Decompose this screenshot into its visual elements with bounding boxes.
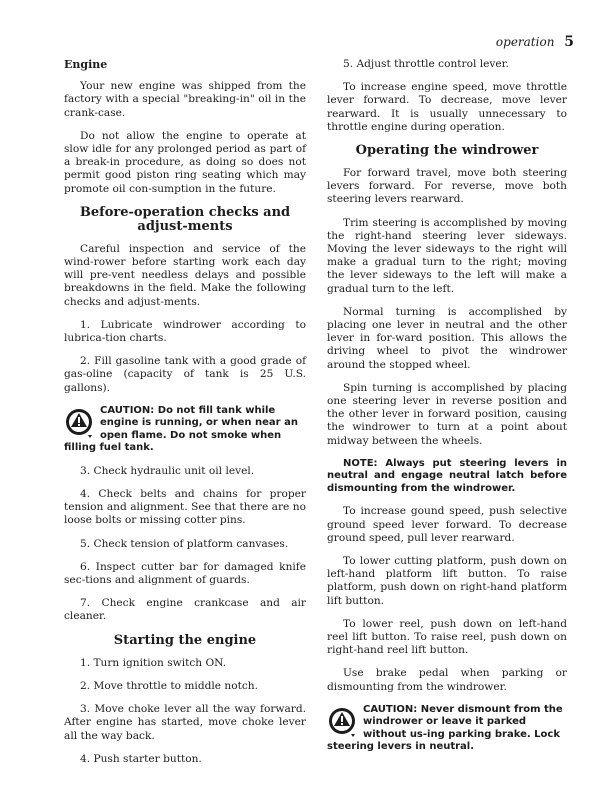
- check-item-7: 7. Check engine crankcase and air cleaner.: [64, 597, 306, 623]
- page-number: 5: [564, 34, 574, 50]
- operating-paragraph-3: Normal turning is accomplished by placing one lever in neutral and the other lever in for-ward position. This allows the driving wheel to pivot the windrower around the stopped wheel.: [327, 305, 567, 371]
- caution-dismount-text: CAUTION: Never dismount from the windrower or leave it parked without us-ing parking brake. Lock steering levers in neutral.: [327, 703, 563, 753]
- check-item-2: 2. Fill gasoline tank with a good grade of gas-oline (capacity of tank is 25 U.S. gallons).: [64, 355, 306, 394]
- checks-intro: Careful inspection and service of the wind-rower before starting work each day will pre-vent needless delays and possible breakdowns in the field. Make the following checks and adjust-ments.: [64, 242, 306, 308]
- check-item-5: 5. Check tension of platform canvases.: [80, 537, 289, 550]
- section-title: operation: [495, 35, 555, 49]
- right-column: [327, 58, 567, 764]
- operating-paragraph-5: To increase gound speed, push selective ground speed lever forward. To decrease ground speed, pull lever rearward.: [327, 505, 567, 544]
- operating-paragraph-2: Trim steering is accomplished by moving the right-hand steering lever sideways. Moving the lever sideways to the right will make a gradual turn to the right; moving the lever sideways to the left will make a gradual turn to the left.: [327, 216, 567, 295]
- operating-paragraph-6: To lower cutting platform, push down on left-hand platform lift button. To raise platform, push down on right-hand platform lift button.: [327, 554, 567, 607]
- caution-fuel-text: CAUTION: Do not fill tank while engine is running, or when near an open flame. Do not smoke when filling fuel tank.: [64, 404, 298, 454]
- page-header: [496, 34, 574, 50]
- engine-paragraph-1: Your new engine was shipped from the factory with a special "breaking-in" oil in the crank-case.: [64, 80, 306, 119]
- operating-paragraph-8: Use brake pedal when parking or dismounting from the windrower.: [327, 667, 567, 693]
- operating-paragraph-1: For forward travel, move both steering levers forward. For reverse, move both steering levers rearward.: [327, 167, 567, 206]
- check-item-3: 3. Check hydraulic unit oil level.: [80, 464, 255, 477]
- operating-paragraph-4: Spin turning is accomplished by placing one steering lever in reverse position and the other lever in forward position, causing the windrower to turn at a point about midway between the wheels.: [327, 381, 567, 447]
- start-step-1: 1. Turn ignition switch ON.: [80, 656, 227, 669]
- caution-fuel: [64, 405, 306, 455]
- start-step-2: 2. Move throttle to middle notch.: [80, 679, 258, 692]
- engine-paragraph-2: Do not allow the engine to operate at slow idle for any prolonged period as part of a break-in procedure, as doing so does not permit good piston ring seating which may promote oil con-sumption in the future.: [64, 129, 306, 195]
- starting-heading: Starting the engine: [113, 632, 257, 648]
- throttle-paragraph: To increase engine speed, move throttle lever forward. To decrease, move lever rearward. It is usually unnecessary to throttle engine during operation.: [327, 81, 567, 133]
- safety-alert-icon: [64, 407, 94, 441]
- start-step-5: 5. Adjust throttle control lever.: [343, 58, 509, 70]
- steering-note: NOTE: Always put steering levers in neutral and engage neutral latch before dismounting from the windrower.: [327, 457, 567, 494]
- engine-heading: Engine: [64, 58, 108, 71]
- operating-heading: Operating the windrower: [355, 143, 539, 159]
- caution-dismount: [327, 704, 567, 754]
- check-item-1: 1. Lubricate windrower according to lubrica-tion charts.: [64, 318, 306, 345]
- start-step-4: 4. Push starter button.: [80, 752, 202, 765]
- check-item-4: 4. Check belts and chains for proper tension and alignment. See that there are no loose bolts or missing cotter pins.: [64, 488, 306, 527]
- left-column: [64, 58, 306, 776]
- check-item-6: 6. Inspect cutter bar for damaged knife sec-tions and alignment of guards.: [64, 560, 306, 587]
- operating-paragraph-7: To lower reel, push down on left-hand reel lift button. To raise reel, push down on right-hand reel lift button.: [327, 617, 567, 657]
- start-step-3: 3. Move choke lever all the way forward. After engine has started, move choke lever all the way back.: [64, 703, 306, 742]
- checks-heading: Before-operation checks and adjust-ments: [79, 204, 291, 234]
- safety-alert-icon: [327, 706, 357, 740]
